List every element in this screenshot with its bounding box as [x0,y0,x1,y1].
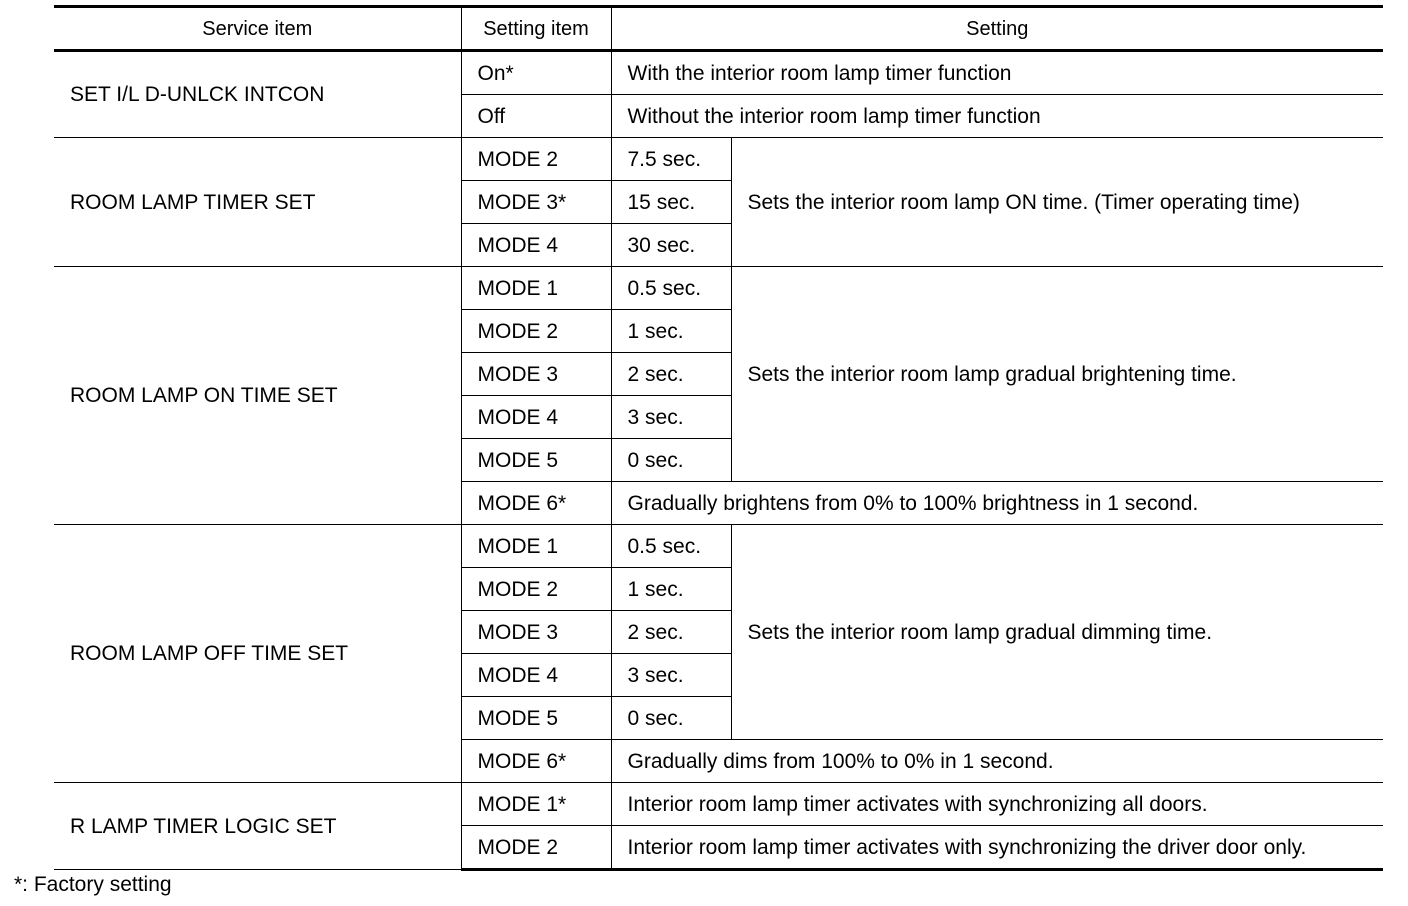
header-setting: Setting [611,7,1383,51]
value-cell: 1 sec. [611,310,731,353]
service-item-cell: SET I/L D-UNLCK INTCON [54,51,461,138]
description-cell: Sets the interior room lamp gradual dimming time. [731,525,1383,740]
value-cell: 2 sec. [611,353,731,396]
setting-item-cell: MODE 2 [461,310,611,353]
value-cell: 0 sec. [611,439,731,482]
value-cell: 30 sec. [611,224,731,267]
value-cell: 7.5 sec. [611,138,731,181]
setting-cell: Gradually brightens from 0% to 100% brightness in 1 second. [611,482,1383,525]
header-setting-item: Setting item [461,7,611,51]
value-cell: 15 sec. [611,181,731,224]
description-cell: Sets the interior room lamp gradual brightening time. [731,267,1383,482]
value-cell: 0.5 sec. [611,267,731,310]
value-cell: 3 sec. [611,654,731,697]
setting-item-cell: MODE 6* [461,482,611,525]
service-item-cell: R LAMP TIMER LOGIC SET [54,783,461,870]
setting-item-cell: MODE 3 [461,611,611,654]
setting-item-cell: Off [461,95,611,138]
header-row [54,7,1383,51]
setting-item-cell: MODE 3 [461,353,611,396]
value-cell: 0 sec. [611,697,731,740]
setting-item-cell: MODE 1 [461,267,611,310]
service-item-cell: ROOM LAMP TIMER SET [54,138,461,267]
setting-item-cell: MODE 1 [461,525,611,568]
setting-cell: Gradually dims from 100% to 0% in 1 second. [611,740,1383,783]
service-item-cell: ROOM LAMP OFF TIME SET [54,525,461,783]
header-service-item: Service item [54,7,461,51]
setting-item-cell: MODE 4 [461,224,611,267]
value-cell: 1 sec. [611,568,731,611]
setting-item-cell: MODE 2 [461,138,611,181]
setting-item-cell: MODE 3* [461,181,611,224]
setting-item-cell: MODE 6* [461,740,611,783]
service-item-cell: ROOM LAMP ON TIME SET [54,267,461,525]
setting-cell: Without the interior room lamp timer function [611,95,1383,138]
description-cell: Sets the interior room lamp ON time. (Timer operating time) [731,138,1383,267]
setting-item-cell: MODE 4 [461,654,611,697]
value-cell: 2 sec. [611,611,731,654]
setting-item-cell: MODE 1* [461,783,611,826]
table-row [54,783,1383,826]
value-cell: 0.5 sec. [611,525,731,568]
setting-item-cell: MODE 5 [461,697,611,740]
footnote: *: Factory setting [14,873,172,896]
setting-cell: Interior room lamp timer activates with synchronizing the driver door only. [611,826,1383,870]
table-row [54,51,1383,95]
table-row [54,138,1383,181]
table-row [54,267,1383,310]
setting-item-cell: MODE 4 [461,396,611,439]
setting-item-cell: On* [461,51,611,95]
setting-item-cell: MODE 2 [461,826,611,870]
setting-cell: With the interior room lamp timer function [611,51,1383,95]
service-settings-table [54,5,1383,871]
setting-item-cell: MODE 5 [461,439,611,482]
setting-item-cell: MODE 2 [461,568,611,611]
table-row [54,525,1383,568]
value-cell: 3 sec. [611,396,731,439]
setting-cell: Interior room lamp timer activates with synchronizing all doors. [611,783,1383,826]
